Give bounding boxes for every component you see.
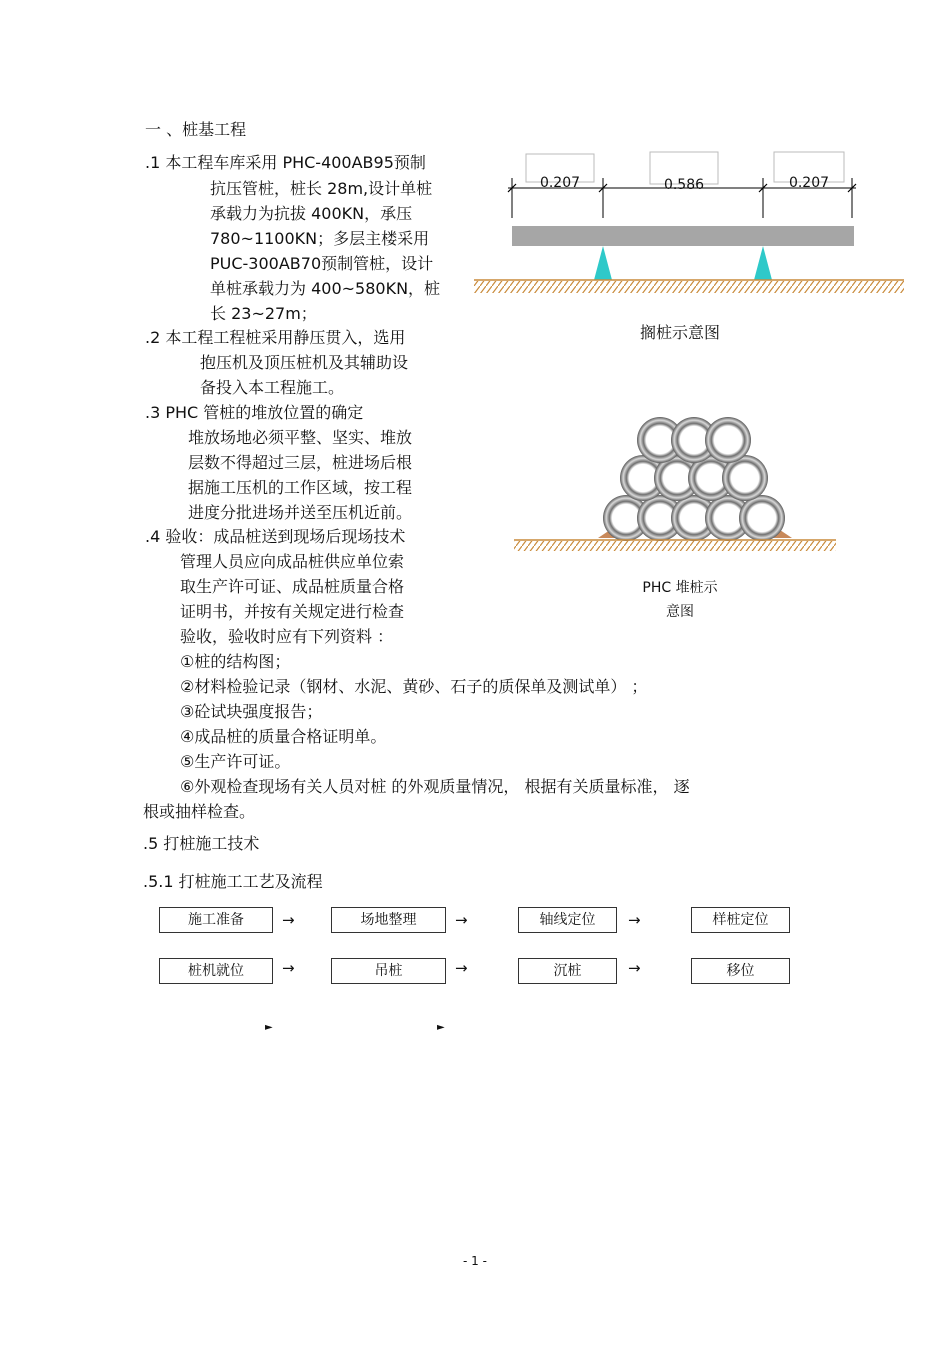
support-left <box>594 246 612 280</box>
p4-line-5: 验收，验收时应有下列资料 ： <box>180 627 394 646</box>
p4-item-4: ④成品桩的质量合格证明单。 <box>180 727 387 746</box>
flow-arrow: → <box>628 911 641 929</box>
flow-step-8: 移位 <box>691 958 790 984</box>
p1-line-1: .1 本工程车库采用 PHC-400AB95预制 <box>145 153 426 172</box>
section-5-heading: .5 打桩施工技术 <box>143 834 260 853</box>
beam <box>512 226 854 246</box>
p3-line-3: 层数不得超过三层，桩进场后根 <box>188 453 413 472</box>
p3-line-4: 据施工压机的工作区域，按工程 <box>188 478 413 497</box>
p2-line-3: 备投入本工程施工。 <box>200 378 345 397</box>
dim-label-3: 0.207 <box>788 175 830 191</box>
p4-item-3: ③砼试块强度报告； <box>180 702 323 721</box>
ground-hatch <box>474 281 904 293</box>
pipe <box>739 495 785 541</box>
dim-label-1: 0.207 <box>539 175 581 191</box>
p3-line-2: 堆放场地必须平整、坚实、堆放 <box>188 428 413 447</box>
flow-arrow: → <box>455 959 468 977</box>
flow-arrow: → <box>282 911 295 929</box>
p1-line-7: 长 23~27m； <box>210 304 317 323</box>
p4-line-2: 管理人员应向成品桩供应单位索 <box>180 552 405 571</box>
support-right <box>754 246 772 280</box>
pipe <box>705 417 751 463</box>
pipe-stack-figure <box>510 410 850 560</box>
flow-arrow: → <box>628 959 641 977</box>
p4-line-4: 证明书，并按有关规定进行检查 <box>180 602 405 621</box>
p4-line-1: .4 验收：成品桩送到现场后现场技术 <box>145 527 406 546</box>
figure1-caption: 搁桩示意图 <box>639 323 720 342</box>
figure2-caption-line-1: PHC 堆桩示 <box>642 580 718 596</box>
flow-step-7: 沉桩 <box>518 958 617 984</box>
p4-item-1: ①桩的结构图； <box>180 652 291 671</box>
flow-marker: ► <box>265 1022 273 1033</box>
flow-step-4: 样桩定位 <box>691 907 790 933</box>
p1-line-2: 抗压管桩，桩长 28m,设计单桩 <box>210 179 433 198</box>
page-number: - 1 - <box>463 1254 487 1268</box>
p2-line-2: 抱压机及顶压桩机及其辅助设 <box>200 353 409 372</box>
flow-step-2: 场地整理 <box>331 907 446 933</box>
flow-marker: ► <box>437 1022 445 1033</box>
p4-item-6-cont: 根或抽样检查。 <box>143 802 256 821</box>
p1-line-5: PUC-300AB70预制管桩，设计 <box>210 254 434 273</box>
flow-step-6: 吊桩 <box>331 958 446 984</box>
p3-line-5: 进度分批进场并送至压机近前。 <box>188 503 413 522</box>
flow-arrow: → <box>282 959 295 977</box>
section-title: 一 、桩基工程 <box>145 120 247 139</box>
p1-line-4: 780~1100KN；多层主楼采用 <box>210 229 430 248</box>
flow-step-1: 施工准备 <box>159 907 273 933</box>
ground-hatch <box>514 541 836 551</box>
p4-item-6: ⑥外观检查现场有关人员对桩 的外观质量情况， 根据有关质量标准， 逐 <box>180 777 690 796</box>
p1-line-3: 承载力为抗拔 400KN，承压 <box>210 204 413 223</box>
p4-line-3: 取生产许可证、成品桩质量合格 <box>180 577 405 596</box>
flow-arrow: → <box>455 911 468 929</box>
p4-item-2: ②材料检验记录（钢材、水泥、黄砂、石子的质保单及测试单） ； <box>180 677 648 696</box>
dim-label-2: 0.586 <box>663 177 705 193</box>
figure2-caption-line-2: 意图 <box>666 604 694 620</box>
flow-step-3: 轴线定位 <box>518 907 617 933</box>
p2-line-1: .2 本工程工程桩采用静压贯入，选用 <box>145 328 406 347</box>
p3-line-1: .3 PHC 管桩的堆放位置的确定 <box>145 403 364 422</box>
p4-item-5: ⑤生产许可证。 <box>180 752 291 771</box>
flow-step-5: 桩机就位 <box>159 958 273 984</box>
p1-line-6: 单桩承载力为 400~580KN，桩 <box>210 279 441 298</box>
section-5-1-heading: .5.1 打桩施工工艺及流程 <box>143 872 323 891</box>
